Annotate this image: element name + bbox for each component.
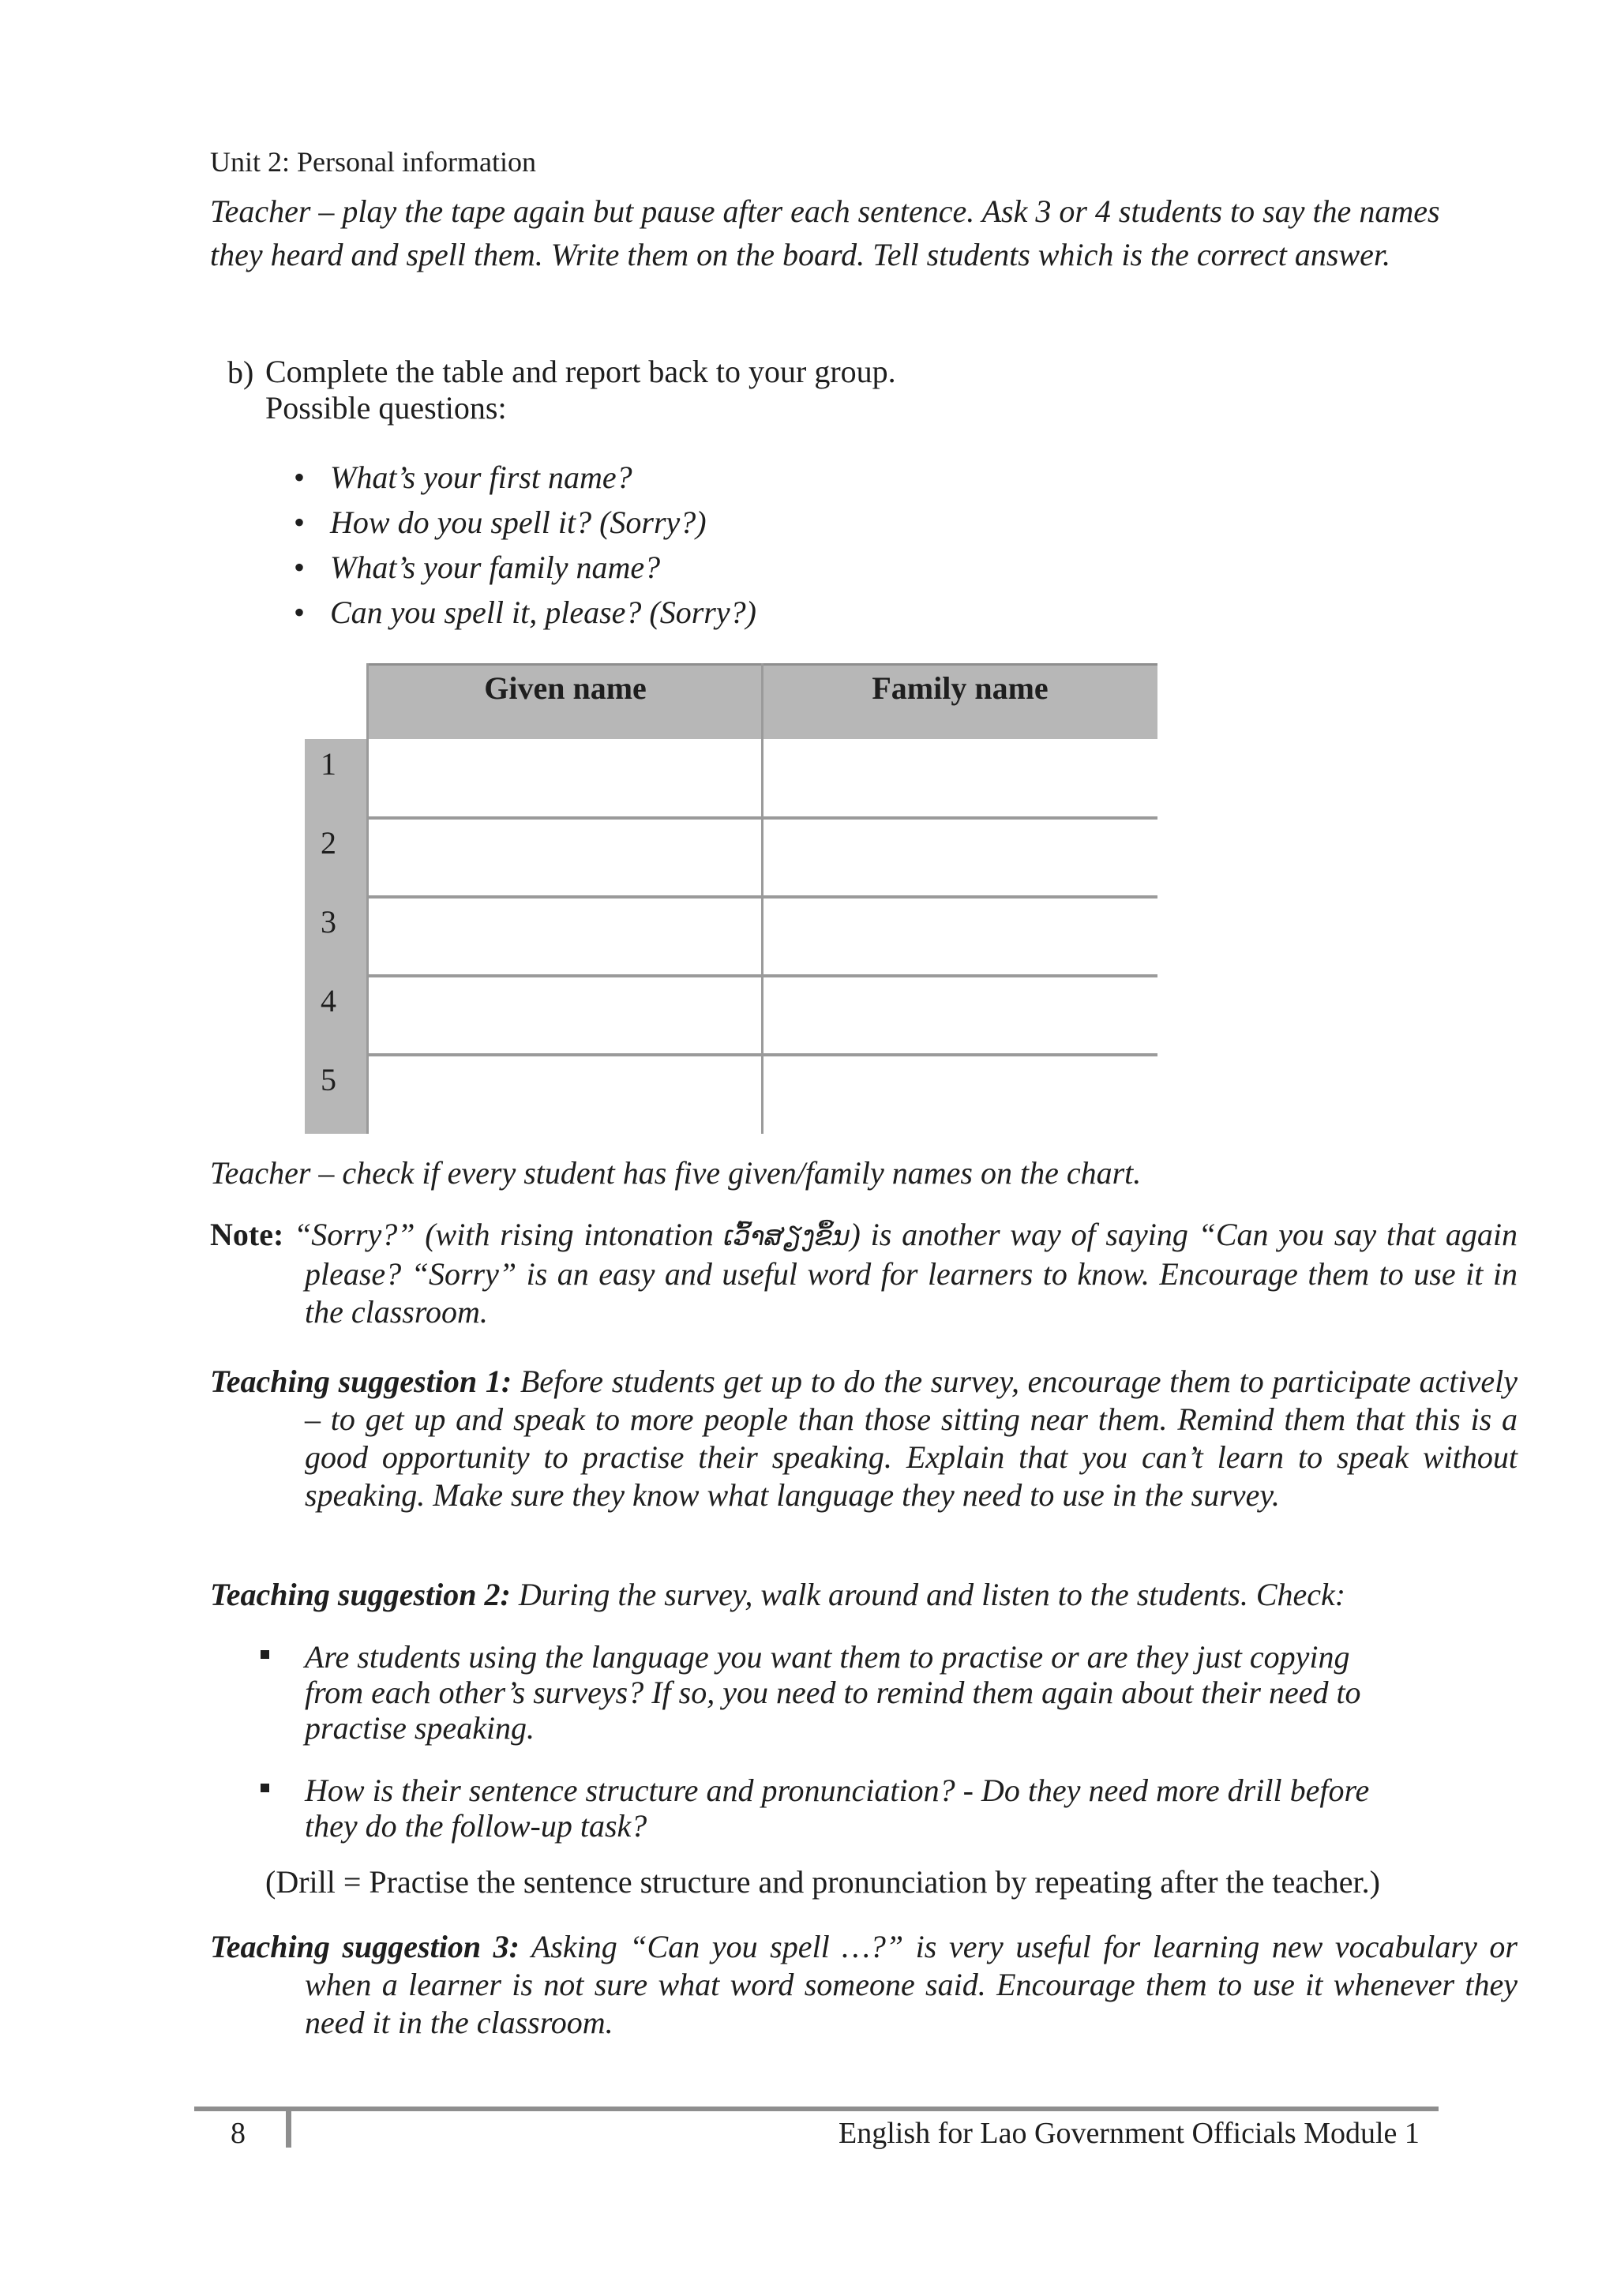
suggestion-3-label: Teaching suggestion 3: <box>210 1929 520 1964</box>
bullet-icon: • <box>294 460 306 495</box>
check-text: How is their sentence structure and pronunciation? - Do they need more drill before they do the follow-up task? <box>305 1773 1370 1844</box>
footer-divider <box>286 2107 291 2148</box>
exercise-label: b) <box>227 355 254 390</box>
table-header-family-name: Family name <box>872 670 1049 706</box>
names-table <box>305 663 1157 1134</box>
list-item <box>294 545 756 590</box>
suggestion-1-label: Teaching suggestion 1: <box>210 1364 512 1399</box>
note-text-2: ) is another way of saying “Can you say that again please? “Sorry” is an easy and useful word for learners to know. Encourage them to use it in the classroom. <box>305 1217 1518 1330</box>
check-list <box>261 1639 1410 1844</box>
exercise-instruction: Complete the table and report back to your group. <box>265 354 896 389</box>
question-list <box>294 455 756 635</box>
row-number: 5 <box>321 1062 336 1097</box>
suggestion-2-text: During the survey, walk around and listen to the students. Check: <box>510 1577 1346 1612</box>
question-text: Can you spell it, please? (Sorry?) <box>330 595 756 630</box>
column-divider <box>366 663 369 1134</box>
row-divider <box>368 1053 1157 1056</box>
bullet-icon: • <box>294 595 306 630</box>
suggestion-2-paragraph <box>210 1576 1345 1613</box>
suggestion-2-label: Teaching suggestion 2: <box>210 1577 511 1612</box>
page-number: 8 <box>231 2117 246 2150</box>
square-bullet-icon <box>261 1784 269 1792</box>
square-bullet-icon <box>261 1650 269 1659</box>
list-item <box>294 500 756 545</box>
footer-rule <box>194 2107 1439 2111</box>
row-number: 2 <box>321 825 336 861</box>
suggestion-1-text: Before students get up to do the survey, encourage them to participate actively – to get up and speak to more people than those sitting near them. Remind them that this is a good opportunity to practise their speaking. Explain that you can’t learn to speak without speaking. Make sure they know what language they need to use in the survey. <box>305 1364 1518 1513</box>
row-number: 3 <box>321 904 336 940</box>
question-text: What’s your family name? <box>330 550 661 585</box>
check-text: Are students using the language you want them to practise or are they just copying from each other’s surveys? If so, you need to remind them again about their need to practise speaking. <box>305 1639 1361 1746</box>
note-label: Note: <box>210 1217 284 1252</box>
column-divider <box>761 663 763 1134</box>
suggestion-3-paragraph <box>210 1928 1518 2042</box>
bullet-icon: • <box>294 550 306 585</box>
table-header-given-name: Given name <box>484 670 647 706</box>
question-text: What’s your first name? <box>330 460 632 495</box>
row-divider <box>368 816 1157 820</box>
row-divider <box>368 895 1157 899</box>
teacher-check: Teacher – check if every student has five given/family names on the chart. <box>210 1155 1142 1191</box>
row-divider <box>368 974 1157 977</box>
question-text: How do you spell it? (Sorry?) <box>330 505 707 540</box>
suggestion-1-paragraph <box>210 1363 1518 1514</box>
exercise-subheading: Possible questions: <box>265 390 507 426</box>
footer-title: English for Lao Government Officials Module 1 <box>839 2117 1420 2150</box>
list-item <box>294 590 756 635</box>
bullet-icon: • <box>294 505 306 540</box>
list-item <box>294 455 756 500</box>
note-text-1: “Sorry?” (with rising intonation <box>294 1217 724 1252</box>
list-item <box>261 1773 1410 1844</box>
note-paragraph <box>210 1216 1518 1331</box>
teacher-instruction: Teacher – play the tape again but pause after each sentence. Ask 3 or 4 students to say the names they heard and spell them. Write them on the board. Tell students which is the correct answer. <box>210 193 1440 272</box>
lao-phrase: ເວົ້າສຽງຂຶ້ນ <box>723 1221 850 1252</box>
drill-note: (Drill = Practise the sentence structure and pronunciation by repeating after the teacher.) <box>265 1864 1380 1900</box>
unit-header: Unit 2: Personal information <box>210 146 536 178</box>
exercise-instruction-block <box>265 354 896 426</box>
row-number: 1 <box>321 746 336 782</box>
list-item <box>261 1639 1410 1746</box>
row-number: 4 <box>321 983 336 1019</box>
row-number-column <box>305 739 368 1134</box>
suggestion-3-text: Asking “Can you spell …?” is very useful for learning new vocabulary or when a learner is not sure what word someone said. Encourage them to use it whenever they need it in the classroom. <box>305 1929 1518 2040</box>
